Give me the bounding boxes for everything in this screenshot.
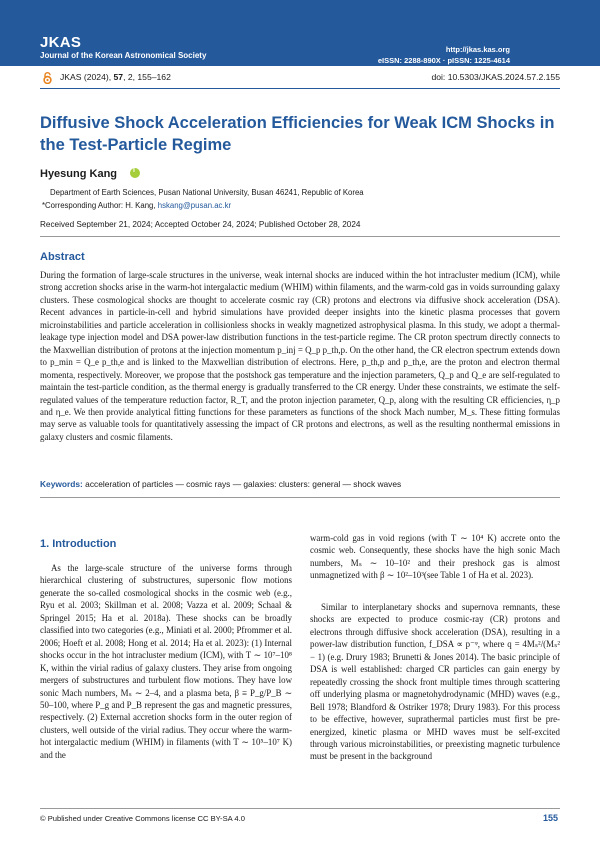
divider bbox=[40, 236, 560, 237]
keywords-row bbox=[40, 479, 401, 489]
introduction-text-right-column-2: Similar to interplanetary shocks and supernova remnants, these shocks are expected to produce cosmic-ray (CR) protons and electrons through diffusive shock acceleration (DSA), resulting in a power-law distribution function, f_DSA ∝ p⁻ᵠ, where q = 4Mₛ²/(Mₛ² − 1) (e.g. Drury 1983; Brunetti & Jones 2014). The basic principle of DSA is well established: charged CR particles can gain energy by repeatedly crossing the shock front multiple times through scattering off underlying plasma or magnetohydrodynamic (MHD) waves (e.g., Bell 1978; Blandford & Ostriker 1978; Drury 1983). For this process to be effective, however, suprathermal particles must first be pre-energized, kinetic plasma or MHD waves must be self-excited through various microinstabilities, or preexisting magnetic turbulence must be present in the background bbox=[310, 602, 560, 762]
corresponding-email-link[interactable]: hskang@pusan.ac.kr bbox=[157, 201, 232, 210]
divider bbox=[40, 497, 560, 498]
introduction-text-left-column: As the large-scale structure of the universe forms through hierarchical clustering of substructures, supersonic flow motions generate the so-called cosmological shocks in the cosmic web (e.g., Ryu et al. 2003; Skillman et al. 2008; Vazza et al. 2009; Schaal & Springel 2015; Ha et al. 2018a). These shocks can be broadly classified into two categories (e.g., Miniati et al. 2000; Pfrommer et al. 2006; Hoeft et al. 2008; Hong et al. 2014; Ha et al. 2023): (1) Internal shocks occur in the hot intracluster medium (ICM), with T ∼ 10⁷–10⁸ K, within the virial radius of galaxy clusters. They arise from ongoing mergers of substructures and turbulent flow motions. They have low sonic Mach numbers, Mₛ ∼ 2–4, and a plasma beta, β ≡ P_g/P_B ∼ 50–100, where P_g and P_B represent the gas and magnetic pressures, respectively. (2) External accretion shocks form in the outer region of clusters, well outside of the virial radius. They occur where the warm-hot intergalactic medium (WHIM) in filaments (with T ∼ 10⁵–10⁷ K) and the bbox=[40, 563, 292, 760]
citation-row bbox=[40, 72, 560, 86]
corresponding-author: *Corresponding Author: H. Kang, hskang@pusan.ac.kr bbox=[42, 201, 232, 210]
page-number: 155 bbox=[542, 813, 558, 823]
keywords-label: Keywords: bbox=[40, 479, 83, 489]
license-text: © Published under Creative Commons license CC BY-SA 4.0 bbox=[40, 814, 245, 823]
abstract-text: During the formation of large-scale structures in the universe, weak internal shocks are induced within the hot intracluster medium (ICM), while strong accretion shocks arise in the warm-hot intergalactic medium (WHIM) within filaments, and the warm-cold gas in voids surrounding galaxy clusters. These cosmological shocks are thought to accelerate cosmic ray (CR) protons and electrons via diffusive shock acceleration (DSA). Recent advances in particle-in-cell and hybrid simulations have provided deeper insights into the kinetic plasma processes that govern microinstabilities and particle acceleration in collisionless shocks in weakly magnetized astrophysical plasma. In this study, we adopt a thermal-leakage type injection model and DSA power-law distribution functions in the test-particle regime. The CR proton spectrum directly connects to the Maxwellian distribution of protons at the injection momentum p_inj = Q_p p_th,p. On the other hand, the CR electron spectrum extends down to p_min = Q_e p_th,e and is linked to the Maxwellian distribution of electrons. Here, p_th,p and p_th,e, are the proton and electron thermal momenta, respectively. Moreover, we propose that the postshock gas temperature and the injection parameters, Q_p and Q_e are self-regulated to maintain the test-particle condition, as the thermal energy is gradually transferred to the CR energy. Under these constraints, we estimate the self-regulated values of the temperature reduction factor, R_T, and the proton injection parameter, Q_p, along with the resulting CR efficiencies, η_p and η_e. We then provide analytical fitting functions for these parameters as functions of the shock Mach number, M_s. These fitting formulas may serve as valuable tools for quantitatively assessing the impact of CR protons and electrons, as well as the resulting nonthermal emissions in galaxy clusters and cosmic filaments. bbox=[40, 270, 560, 442]
citation-volume: 57 bbox=[113, 72, 124, 82]
introduction-text-right-column-1: warm-cold gas in void regions (with T ∼ 10⁴ K) accrete onto the cosmic web. Consequently, these shocks have the high sonic Mach numbers, Mₛ ∼ 10–10² and their preshock gas is almost unmagnetized with β ∼ 10²–10³(see Table 1 of Ha et al. 2023). bbox=[310, 533, 560, 581]
article-title: Diffusive Shock Acceleration Efficiencies for Weak ICM Shocks in the Test-Particle Regime bbox=[40, 114, 555, 154]
divider bbox=[40, 808, 560, 809]
open-access-icon bbox=[42, 72, 53, 84]
journal-header-band bbox=[0, 0, 600, 66]
author-name: Hyesung Kang bbox=[40, 168, 118, 180]
journal-issn: eISSN: 2288-890X · pISSN: 1225-4614 bbox=[377, 56, 510, 65]
doi-link[interactable]: doi: 10.5303/JKAS.2024.57.2.155 bbox=[431, 72, 560, 82]
author-affiliation: Department of Earth Sciences, Pusan National University, Busan 46241, Republic of Korea bbox=[50, 188, 364, 197]
divider bbox=[40, 88, 560, 89]
article-dates: Received September 21, 2024; Accepted October 24, 2024; Published October 28, 2024 bbox=[40, 220, 361, 229]
orcid-icon[interactable]: i bbox=[130, 168, 140, 178]
section-heading-introduction: 1. Introduction bbox=[40, 538, 117, 550]
citation-text: JKAS (2024), 57, 2, 155–162 bbox=[60, 72, 171, 82]
keywords-text: acceleration of particles — cosmic rays — galaxies: clusters: general — shock waves bbox=[85, 479, 402, 489]
journal-url-link[interactable]: http://jkas.kas.org bbox=[445, 45, 510, 54]
journal-name: Journal of the Korean Astronomical Society bbox=[40, 51, 207, 60]
journal-abbreviation: JKAS bbox=[40, 34, 82, 51]
abstract-heading: Abstract bbox=[40, 251, 85, 263]
